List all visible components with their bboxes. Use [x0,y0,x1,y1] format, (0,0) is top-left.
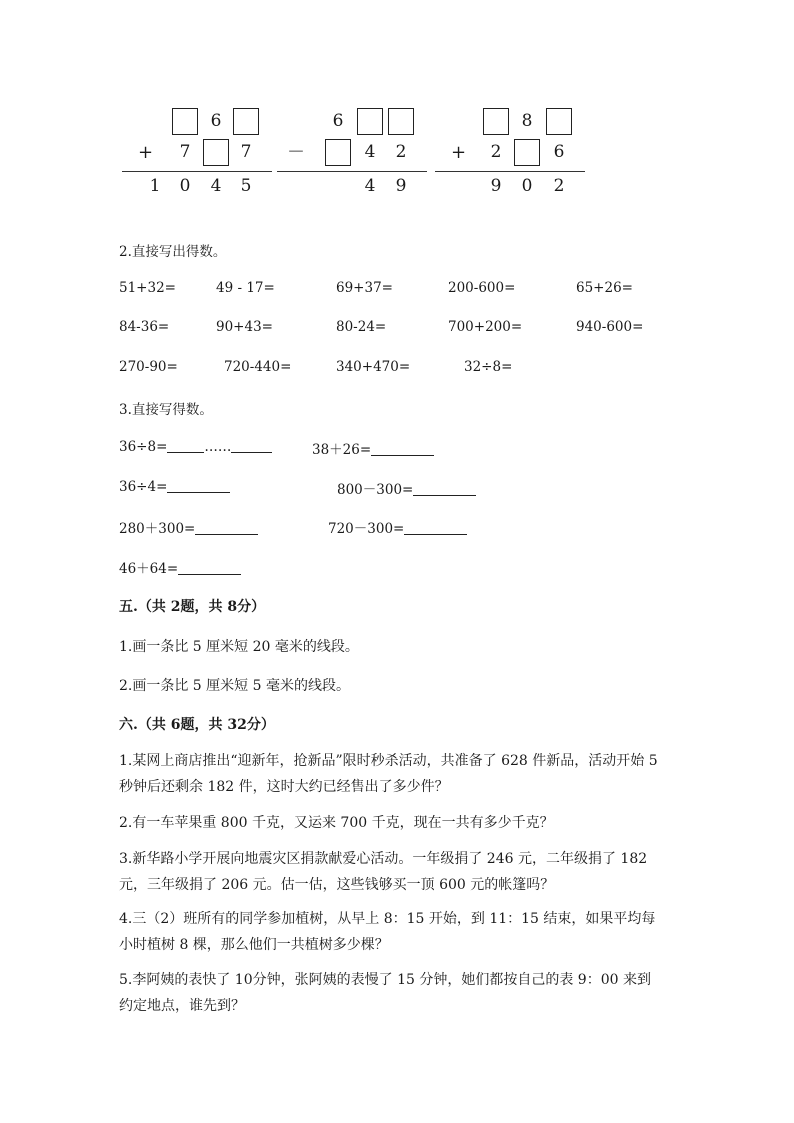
digit: 6 [332,111,344,131]
calc-item: 65+26= [576,280,633,296]
section-5-title: 五.（共 2题，共 8分） [119,599,266,615]
calc-item: 32÷8= [464,359,513,375]
calc-expression: 720－300= [328,521,405,537]
calc-item: 720-440= [224,359,292,375]
digit: 0 [179,176,191,196]
answer-box[interactable] [325,139,351,166]
digit: 2 [395,142,407,162]
calc-item: 700+200= [448,319,523,335]
section-6-title: 六.（共 6题，共 32分） [119,717,275,733]
calc-item: 49 - 17= [216,280,275,296]
calc-item: 340+470= [336,359,411,375]
digit: 6 [210,111,222,131]
digit: 2 [553,176,565,196]
digit: 7 [179,142,191,162]
calc-item: 270-90= [119,359,178,375]
vertical-problem-3 [435,102,587,202]
calc-expression: 800－300= [337,482,414,498]
calc-expression: 36÷4= [119,479,168,495]
digit: 2 [490,142,502,162]
word-problem-5: 5.李阿姨的表快了 10分钟，张阿姨的表慢了 15 分钟，她们都按自己的表 9：00 来到约定地点，谁先到？ [119,972,651,1014]
calc-expression: 36÷8= [119,439,168,455]
minus-operator: － [287,142,305,163]
section-5-item-1: 1.画一条比 5 厘米短 20 毫米的线段。 [119,639,359,655]
answer-box[interactable] [514,139,540,166]
answer-box[interactable] [483,108,509,135]
calc-item [119,478,230,495]
answer-blank[interactable] [167,478,230,493]
word-problem-4: 4.三（2）班所有的同学参加植树，从早上 8：15 开始，到 11：15 结束，如果平均每小时植树 8 棵，那么他们一共植树多少棵？ [119,911,656,953]
section-5-item-2: 2.画一条比 5 厘米短 5 毫米的线段。 [119,678,350,694]
answer-blank[interactable] [195,520,258,535]
quotient-blank[interactable] [167,438,204,453]
digit: 9 [490,176,502,196]
answer-box[interactable] [203,139,229,166]
calc-expression: 280＋300= [119,521,196,537]
calc-expression: 46＋64= [119,561,179,577]
calc-item: 200-600= [448,280,516,296]
vertical-problem-1 [120,102,272,202]
plus-operator: + [451,142,467,163]
answer-blank[interactable] [413,481,476,496]
digit: 6 [553,142,565,162]
digit: 4 [210,176,222,196]
digit: 9 [395,176,407,196]
calc-expression: 38＋26= [312,442,372,458]
calc-item: 80-24= [336,319,387,335]
remainder-ellipsis: …… [204,439,232,455]
word-problem-2: 2.有一车苹果重 800 千克，又运来 700 千克，现在一共有多少千克？ [119,815,554,831]
question-2-title: 2.直接写出得数。 [119,244,227,260]
calc-item-with-remainder [119,438,272,455]
digit: 1 [149,176,161,196]
answer-box[interactable] [233,108,259,135]
plus-operator: + [138,142,154,163]
answer-box[interactable] [357,108,383,135]
answer-blank[interactable] [404,520,467,535]
sum-line [122,171,272,172]
digit: 0 [521,176,533,196]
word-problem-1: 1.某网上商店推出“迎新年，抢新品”限时秒杀活动，共准备了 628 件新品，活动开始 5 秒钟后还剩余 182 件，这时大约已经售出了多少件？ [119,753,658,795]
calc-item [337,478,476,498]
calc-item: 940-600= [576,319,644,335]
sum-line [435,171,585,172]
digit: 4 [364,142,376,162]
answer-blank[interactable] [371,441,434,456]
calc-item [119,517,258,537]
remainder-blank[interactable] [231,438,272,453]
difference-line [277,171,427,172]
calc-item: 69+37= [336,280,393,296]
calc-item: 90+43= [216,319,273,335]
answer-box[interactable] [172,108,198,135]
calc-item: 51+32= [119,280,176,296]
question-3-title: 3.直接写得数。 [119,402,213,418]
calc-item: 84-36= [119,319,170,335]
calc-item [119,557,241,577]
calc-item [328,517,467,537]
digit: 7 [240,142,252,162]
digit: 8 [521,111,533,131]
word-problem-3: 3.新华路小学开展向地震灾区捐款献爱心活动。一年级捐了 246 元，二年级捐了 182 元，三年级捐了 206 元。估一估，这些钱够买一顶 600 元的帐篷吗？ [119,851,648,893]
answer-box[interactable] [546,108,572,135]
vertical-problem-2 [277,102,429,202]
answer-box[interactable] [388,108,414,135]
calc-item [312,438,434,458]
digit: 5 [240,176,252,196]
digit: 4 [364,176,376,196]
answer-blank[interactable] [178,560,241,575]
